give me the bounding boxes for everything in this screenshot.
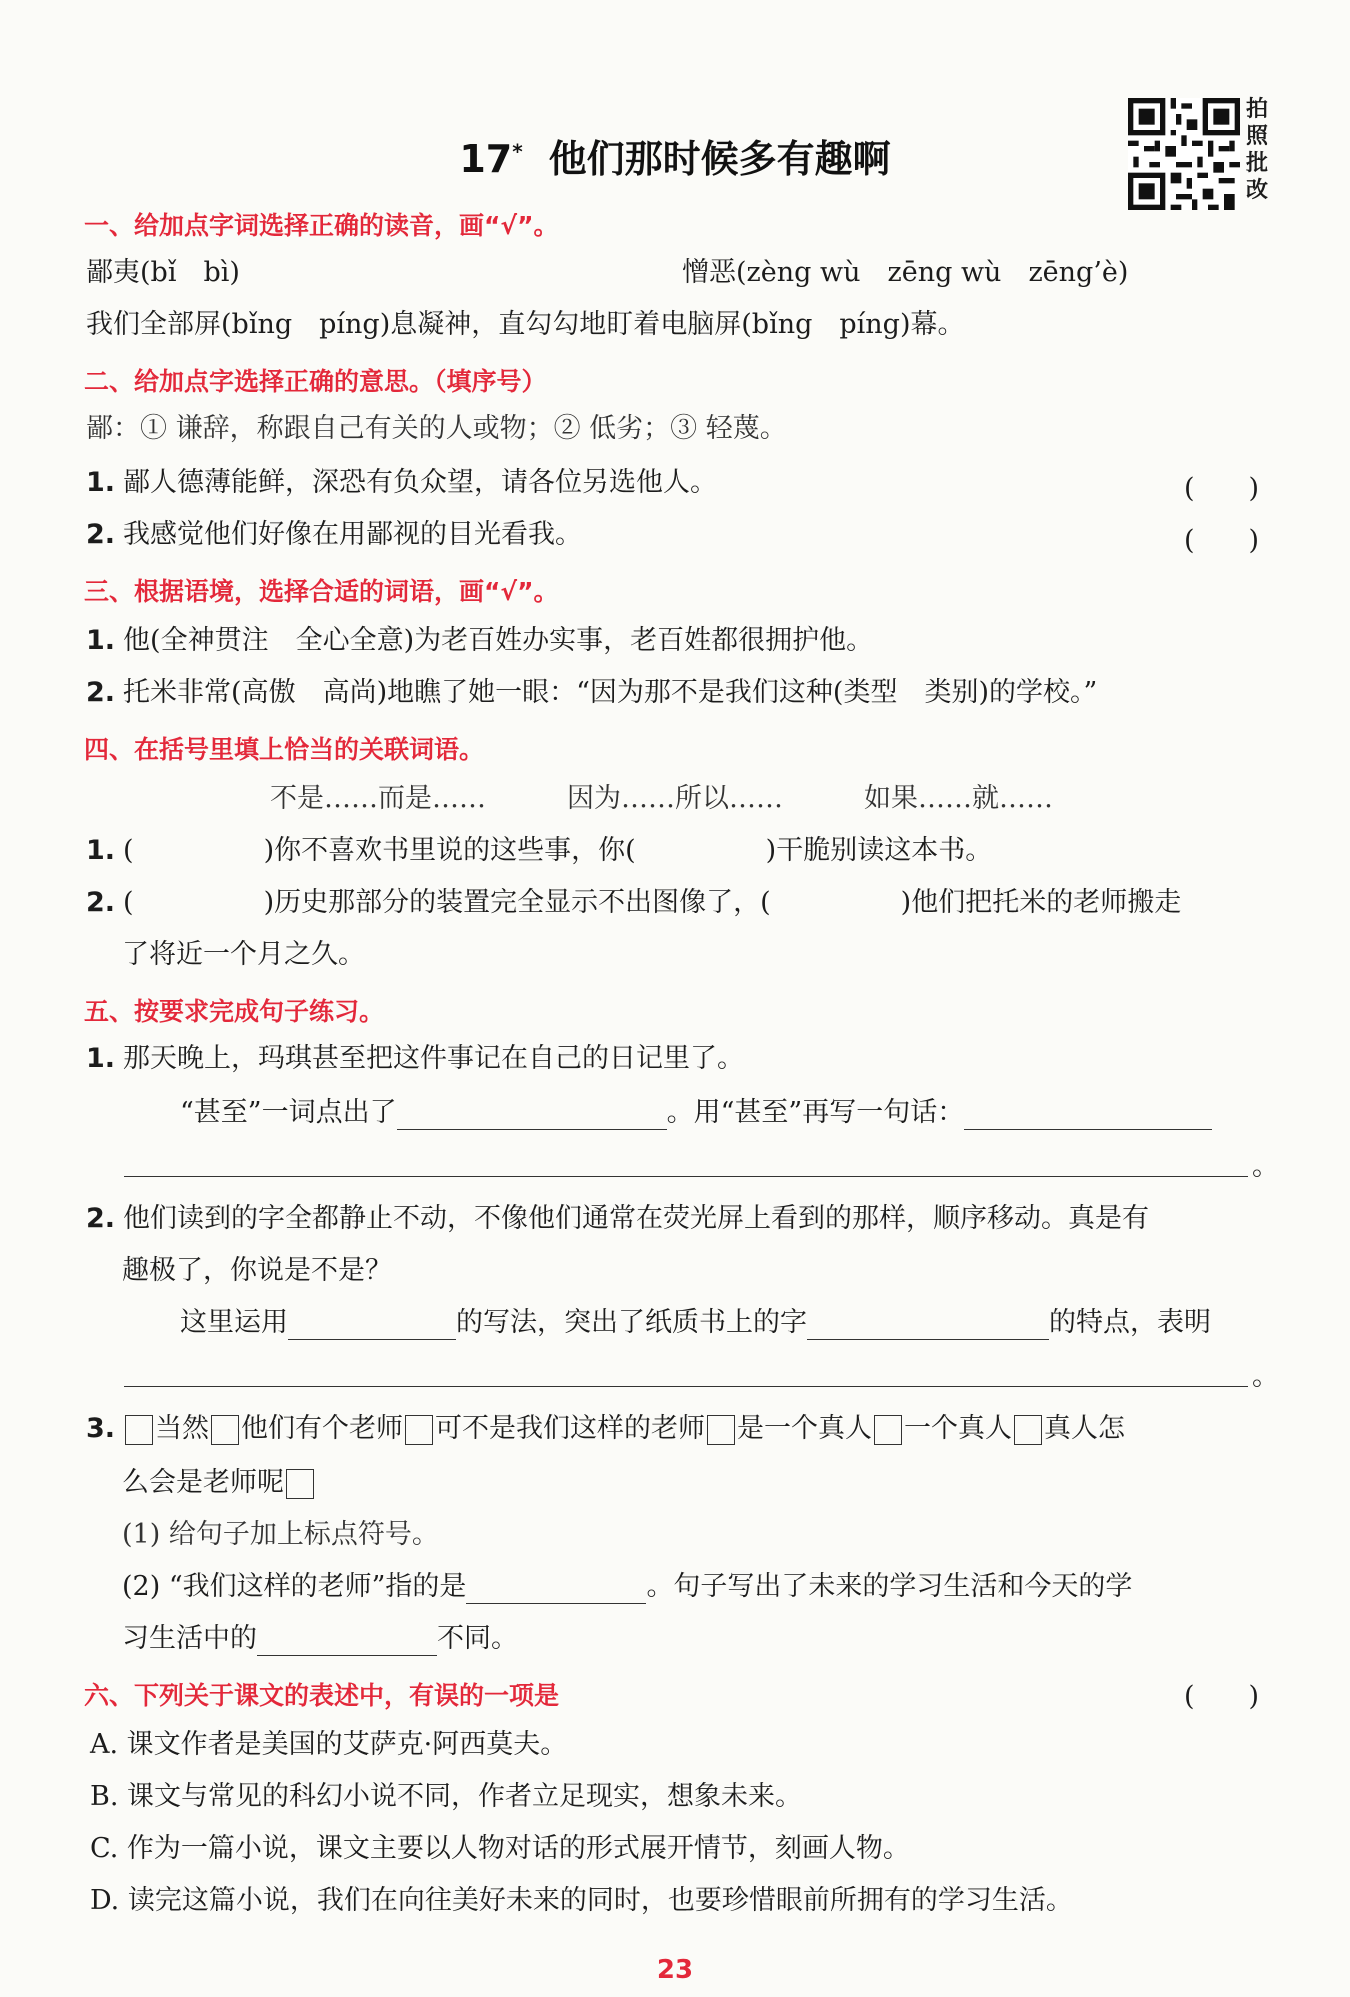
section-3-heading: 三、根据语境，选择合适的词语，画“√”。: [84, 577, 559, 606]
section-4-heading: 四、在括号里填上恰当的关联词语。: [84, 735, 485, 764]
answer-blank[interactable]: [257, 1629, 437, 1656]
punctuation-box[interactable]: [707, 1415, 735, 1445]
answer-paren[interactable]: ( ): [1184, 473, 1260, 504]
answer-blank[interactable]: [466, 1577, 646, 1604]
option-d[interactable]: D. 读完这篇小说，我们在向往美好未来的同时，也要珍惜眼前所拥有的学习生活。: [90, 1885, 1073, 1916]
punctuation-box[interactable]: [874, 1415, 902, 1445]
s3-question-1: 1. 他(全神贯注 全心全意)为老百姓办实事，老百姓都很拥护他。: [86, 625, 874, 656]
s5-question-2: 2. 他们读到的字全都静止不动，不像他们通常在荧光屏上看到的那样，顺序移动。真是有: [86, 1203, 1150, 1234]
punctuation-box[interactable]: [1014, 1415, 1042, 1445]
s5-q1-prompt: “甚至”一词点出了 。用“甚至”再写一句话：: [180, 1096, 1212, 1130]
section-1-heading: 一、给加点字词选择正确的读音，画“√”。: [84, 211, 559, 240]
s2-question-2: 2. 我感觉他们好像在用鄙视的目光看我。: [86, 519, 583, 550]
section-6-heading: 六、下列关于课文的表述中，有误的一项是: [84, 1681, 560, 1710]
s5-q2-prompt: 这里运用 的写法，突出了纸质书上的字 的特点，表明: [180, 1307, 1211, 1338]
page-number: 23: [656, 1955, 694, 1985]
qr-code-icon[interactable]: [1128, 98, 1240, 210]
option-c[interactable]: C. 作为一篇小说，课文主要以人物对话的形式展开情节，刻画人物。: [90, 1833, 910, 1864]
punctuation-box[interactable]: [405, 1415, 433, 1445]
answer-paren[interactable]: ( ): [1184, 525, 1260, 556]
answer-blank[interactable]: [397, 1103, 667, 1130]
punctuation-box[interactable]: [286, 1469, 314, 1499]
lesson-title: 17* 他们那时候多有趣啊: [459, 137, 891, 181]
s5-q3-sub-1: (1) 给句子加上标点符号。: [122, 1519, 439, 1550]
answer-line[interactable]: [124, 1176, 1248, 1177]
s4-word-options: 不是……而是…… 因为……所以…… 如果……就……: [270, 783, 1053, 814]
s4-question-2: 2. ( )历史那部分的装置完全显示不出图像了，( )他们把托米的老师搬走: [86, 887, 1182, 918]
qr-caption: 拍 照 批 改: [1246, 97, 1269, 203]
section-2-heading: 二、给加点字选择正确的意思。（填序号）: [84, 367, 547, 396]
s5-question-2-cont: 趣极了，你说是不是？: [122, 1255, 392, 1286]
answer-blank[interactable]: [807, 1313, 1049, 1340]
answer-blank[interactable]: [964, 1103, 1212, 1130]
answer-blank[interactable]: [288, 1313, 456, 1340]
period: 。: [1252, 1361, 1279, 1392]
s5-question-3-cont: 么会是老师呢: [122, 1466, 316, 1500]
s2-definition: 鄙：① 谦辞，称跟自己有关的人或物；② 低劣；③ 轻蔑。: [86, 413, 787, 444]
s5-question-1: 1. 那天晚上，玛琪甚至把这件事记在自己的日记里了。: [86, 1043, 745, 1074]
s4-question-1: 1. ( )你不喜欢书里说的这些事，你( )干脆别读这本书。: [86, 835, 993, 866]
s5-question-3: 3. 当然 他们有个老师 可不是我们这样的老师 是一个真人 一个真人 真人怎: [86, 1413, 1126, 1444]
option-b[interactable]: B. 课文与常见的科幻小说不同，作者立足现实，想象未来。: [90, 1781, 803, 1812]
s2-question-1: 1. 鄙人德薄能鲜，深恐有负众望，请各位另选他人。: [86, 467, 718, 498]
s5-q3-sub-2-cont: 习生活中的 不同。: [122, 1623, 518, 1654]
punctuation-box[interactable]: [211, 1415, 239, 1445]
s5-q3-sub-2: (2) “我们这样的老师”指的是 。句子写出了未来的学习生活和今天的学: [122, 1571, 1133, 1602]
s1-sentence: 我们全部屏(bǐng píng)息凝神，直勾勾地盯着电脑屏(bǐng píng)幕。: [86, 309, 965, 340]
period: 。: [1252, 1151, 1279, 1182]
answer-paren[interactable]: ( ): [1184, 1681, 1260, 1712]
answer-line[interactable]: [124, 1386, 1248, 1387]
s3-question-2: 2. 托米非常(高傲 高尚)地瞧了她一眼：“因为那不是我们这种(类型 类别)的学校。”: [86, 677, 1098, 708]
punctuation-box[interactable]: [125, 1415, 153, 1445]
section-5-heading: 五、按要求完成句子练习。: [84, 997, 385, 1026]
s1-word-2: 憎恶(zèng wù zēng wù zēng’è): [682, 257, 1129, 288]
option-a[interactable]: A. 课文作者是美国的艾萨克·阿西莫夫。: [90, 1729, 568, 1760]
s1-word-1: 鄙夷(bǐ bì): [86, 257, 240, 288]
lesson-number: 17*: [459, 137, 523, 181]
s4-question-2-cont: 了将近一个月之久。: [122, 939, 365, 970]
